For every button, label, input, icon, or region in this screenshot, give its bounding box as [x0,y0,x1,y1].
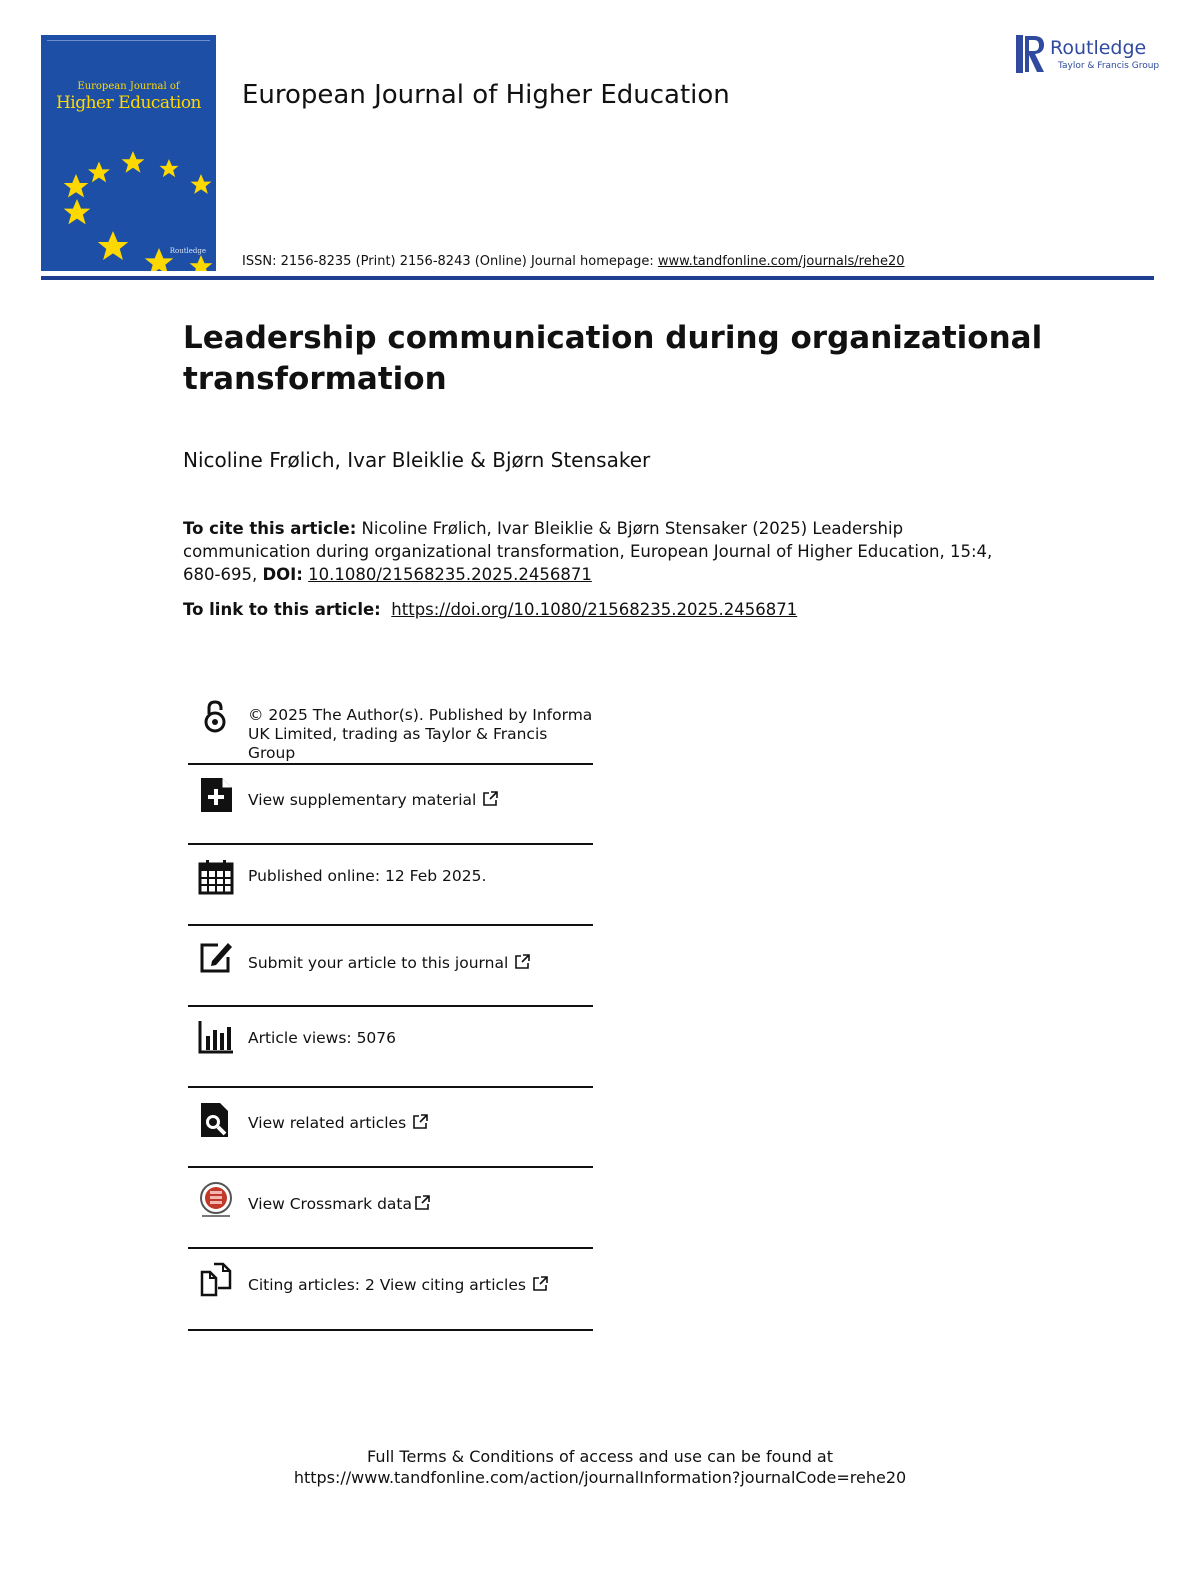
license-text: © 2025 The Author(s). Published by Informa UK Limited, trading as Taylor & Francis Group [248,706,593,762]
views-text: Article views: 5076 [248,1029,397,1047]
citation-block [183,517,1023,586]
doi-link[interactable]: 10.1080/21568235.2025.2456871 [308,565,592,584]
header-rule [41,276,1154,280]
cite-label: To cite this article: [183,519,357,538]
journal-homepage-link[interactable]: www.tandfonline.com/journals/rehe20 [657,254,905,269]
cover-publisher-mark: Routledge [169,247,206,255]
submit-text [248,953,593,973]
routledge-logo-icon [1014,33,1048,75]
related-text [248,1113,593,1133]
edit-submit-icon [198,939,234,975]
crossmark-icon [198,1182,234,1218]
article-title: Leadership communication during organizational transformation [183,320,1043,397]
supplementary-label: View supplementary material [248,791,477,809]
citing-item[interactable] [188,1249,593,1331]
article-authors: Nicoline Frølich, Ivar Bleiklie & Bjørn Stensaker [183,448,651,472]
external-link-icon [514,953,531,970]
link-label: To link to this article: [183,600,381,619]
cover-title-small: European Journal of [77,81,180,92]
article-doi-url-link[interactable]: https://doi.org/10.1080/21568235.2025.2456871 [391,600,798,619]
publisher-logo[interactable] [1014,33,1164,77]
crossmark-label: View Crossmark data [248,1195,412,1213]
issn-text: ISSN: 2156-8235 (Print) 2156-8243 (Online) Journal homepage: [242,254,658,269]
published-item [188,845,593,926]
logo-wordmark: Routledge [1050,37,1147,59]
journal-name: European Journal of Higher Education [242,80,730,110]
supplementary-item[interactable] [188,765,593,845]
terms-url-link[interactable]: https://www.tandfonline.com/action/journalInformation?journalCode=rehe20 [293,1468,907,1487]
doi-label: DOI: [262,565,303,584]
terms-footer [0,1446,1200,1488]
cite-text: Nicoline Frølich, Ivar Bleiklie & Bjørn Stensaker (2025) Leadership communication during organizational transformation, European Journal of Higher Education, 15:4, 680-695, [183,519,993,584]
issn-line [242,254,905,269]
open-access-icon [198,698,234,734]
crossmark-text [248,1194,593,1214]
supplementary-file-icon [198,777,234,813]
search-document-icon [198,1102,234,1138]
cover-title-large: Higher Education [55,93,202,113]
bar-chart-icon [198,1019,234,1055]
related-item[interactable] [188,1088,593,1168]
logo-tagline: Taylor & Francis Group [1058,61,1160,71]
article-info-list [188,694,593,1331]
citing-articles-icon [198,1262,234,1298]
submit-item[interactable] [188,926,593,1007]
external-link-icon [482,790,499,807]
published-text: Published online: 12 Feb 2025. [248,867,487,885]
external-link-icon [532,1275,549,1292]
calendar-icon [198,859,234,895]
eu-stars-icon [41,35,216,271]
views-item [188,1007,593,1088]
related-label: View related articles [248,1114,407,1132]
supplementary-text [248,790,593,810]
article-link-line [183,600,797,619]
external-link-icon [414,1194,431,1211]
crossmark-item[interactable] [188,1168,593,1249]
terms-text: Full Terms & Conditions of access and use can be found at [366,1447,834,1466]
submit-label: Submit your article to this journal [248,954,509,972]
citing-text [248,1275,593,1295]
external-link-icon [412,1113,429,1130]
citing-label: Citing articles: 2 View citing articles [248,1276,526,1294]
journal-cover-image [41,35,216,271]
license-item [188,694,593,765]
